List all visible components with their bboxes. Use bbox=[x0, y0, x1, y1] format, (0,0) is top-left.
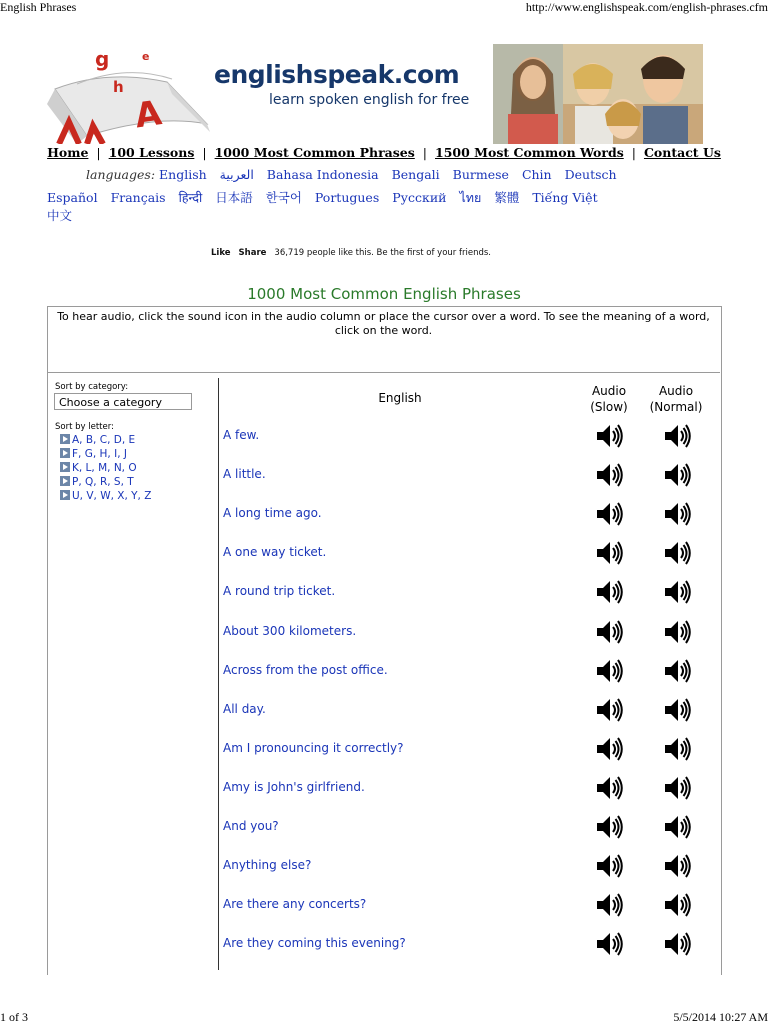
column-header-audio-slow: Audio (Slow) bbox=[590, 384, 628, 414]
lang-chinese-traditional-link[interactable]: 繁體 bbox=[494, 190, 520, 205]
students-photo-icon bbox=[493, 44, 703, 144]
category-select[interactable]: Choose a category bbox=[54, 393, 192, 410]
svg-text:e: e bbox=[142, 50, 150, 63]
column-header-english: English bbox=[378, 391, 422, 405]
lang-russian-link[interactable]: Русский bbox=[392, 190, 447, 205]
nav-1500-words-link[interactable]: 1500 Most Common Words bbox=[435, 145, 624, 160]
arrow-right-icon bbox=[60, 462, 70, 472]
speaker-icon[interactable] bbox=[662, 538, 692, 568]
site-brand: englishspeak.com bbox=[214, 60, 460, 89]
speaker-icon[interactable] bbox=[594, 929, 624, 959]
phrase-link[interactable]: Amy is John's girlfriend. bbox=[223, 779, 365, 794]
nav-contact-link[interactable]: Contact Us bbox=[643, 145, 721, 160]
arrow-right-icon bbox=[60, 476, 70, 486]
site-banner[interactable] bbox=[47, 44, 703, 144]
phrase-link[interactable]: All day. bbox=[223, 701, 266, 716]
page-title: 1000 Most Common English Phrases bbox=[247, 285, 521, 303]
svg-text:g: g bbox=[95, 47, 110, 71]
speaker-icon[interactable] bbox=[662, 460, 692, 490]
nav-1000-phrases-link[interactable]: 1000 Most Common Phrases bbox=[214, 145, 415, 160]
lang-german-link[interactable]: Deutsch bbox=[564, 167, 617, 182]
lang-arabic-link[interactable]: العربية bbox=[219, 167, 254, 182]
languages-label: languages: bbox=[86, 167, 156, 182]
letter-group-u-z[interactable]: U, V, W, X, Y, Z bbox=[60, 489, 151, 503]
speaker-icon[interactable] bbox=[662, 851, 692, 881]
svg-text:A: A bbox=[132, 93, 165, 137]
column-header-audio-normal: Audio (Normal) bbox=[649, 384, 703, 414]
letter-group-k-o[interactable]: K, L, M, N, O bbox=[60, 461, 151, 475]
lang-burmese-link[interactable]: Burmese bbox=[452, 167, 509, 182]
facebook-like-button[interactable]: Like bbox=[211, 248, 231, 258]
print-footer-datetime: 5/5/2014 10:27 AM bbox=[673, 1010, 768, 1024]
lang-korean-link[interactable]: 한국어 bbox=[265, 190, 302, 205]
phrase-link[interactable]: Across from the post office. bbox=[223, 662, 388, 677]
phrase-link[interactable]: A long time ago. bbox=[223, 506, 322, 521]
speaker-icon[interactable] bbox=[594, 499, 624, 529]
lang-spanish-link[interactable]: Español bbox=[47, 190, 98, 205]
speaker-icon[interactable] bbox=[594, 617, 624, 647]
lang-chin-link[interactable]: Chin bbox=[521, 167, 552, 182]
speaker-icon[interactable] bbox=[594, 460, 624, 490]
letter-group-a-e[interactable]: A, B, C, D, E bbox=[60, 433, 151, 447]
sort-category-label: Sort by category: bbox=[55, 382, 129, 392]
speaker-icon[interactable] bbox=[594, 851, 624, 881]
lang-french-link[interactable]: Français bbox=[110, 190, 166, 205]
phrase-link[interactable]: A little. bbox=[223, 467, 266, 482]
speaker-icon[interactable] bbox=[594, 812, 624, 842]
lang-portuguese-link[interactable]: Portugues bbox=[314, 190, 380, 205]
speaker-icon[interactable] bbox=[594, 890, 624, 920]
print-header-url: http://www.englishspeak.com/english-phrases.cfm bbox=[525, 0, 768, 14]
intro-text: To hear audio, click the sound icon in the audio column or place the cursor over a word. To see the meaning of a word, click on the word. bbox=[57, 310, 710, 337]
lang-bengali-link[interactable]: Bengali bbox=[391, 167, 440, 182]
lang-thai-link[interactable]: ไทย bbox=[459, 190, 482, 205]
divider bbox=[48, 372, 720, 373]
phrase-link[interactable]: Are they coming this evening? bbox=[223, 936, 406, 951]
letter-group-list bbox=[60, 433, 151, 503]
main-nav: Home | 100 Lessons | 1000 Most Common Phrases | 1500 Most Common Words | Contact Us bbox=[47, 145, 721, 160]
phrase-link[interactable]: And you? bbox=[223, 819, 279, 833]
print-header-title: English Phrases bbox=[0, 0, 77, 14]
speaker-icon[interactable] bbox=[662, 577, 692, 607]
phrase-link[interactable]: A round trip ticket. bbox=[223, 584, 336, 599]
lang-indonesian-link[interactable]: Bahasa Indonesia bbox=[266, 167, 379, 182]
lang-hindi-link[interactable]: हिन्दी bbox=[178, 190, 203, 205]
nav-100-lessons-link[interactable]: 100 Lessons bbox=[108, 145, 195, 160]
speaker-icon[interactable] bbox=[662, 812, 692, 842]
sidebar-divider bbox=[218, 378, 219, 970]
facebook-like-bar bbox=[211, 248, 491, 258]
speaker-icon[interactable] bbox=[594, 656, 624, 686]
speaker-icon[interactable] bbox=[594, 538, 624, 568]
language-list-row2 bbox=[47, 189, 607, 225]
sort-letter-label: Sort by letter: bbox=[55, 422, 114, 432]
svg-text:h: h bbox=[113, 78, 124, 96]
site-tagline: learn spoken english for free bbox=[269, 92, 470, 108]
letter-group-f-j[interactable]: F, G, H, I, J bbox=[60, 447, 151, 461]
phrase-link[interactable]: Anything else? bbox=[223, 858, 312, 873]
nav-home-link[interactable]: Home bbox=[47, 145, 89, 160]
language-list-row1 bbox=[86, 167, 626, 182]
speaker-icon[interactable] bbox=[662, 656, 692, 686]
facebook-share-button[interactable]: Share bbox=[238, 248, 267, 258]
speaker-icon[interactable] bbox=[662, 773, 692, 803]
arrow-right-icon bbox=[60, 490, 70, 500]
facebook-like-count: 36,719 people like this. Be the first of your friends. bbox=[274, 248, 491, 258]
speaker-icon[interactable] bbox=[662, 695, 692, 725]
speaker-icon[interactable] bbox=[594, 695, 624, 725]
speaker-icon[interactable] bbox=[662, 617, 692, 647]
arrow-right-icon bbox=[60, 434, 70, 444]
lang-vietnamese-link[interactable]: Tiếng Việt bbox=[532, 190, 598, 205]
speaker-icon[interactable] bbox=[662, 734, 692, 764]
phrase-link[interactable]: A one way ticket. bbox=[223, 545, 327, 560]
book-logo-icon bbox=[47, 44, 212, 144]
speaker-icon[interactable] bbox=[594, 421, 624, 451]
speaker-icon[interactable] bbox=[594, 734, 624, 764]
lang-english-link[interactable]: English bbox=[159, 167, 207, 182]
speaker-icon[interactable] bbox=[594, 773, 624, 803]
phrase-link[interactable]: Am I pronouncing it correctly? bbox=[223, 740, 404, 755]
speaker-icon[interactable] bbox=[594, 577, 624, 607]
phrase-link[interactable]: A few. bbox=[223, 428, 260, 442]
lang-chinese-link[interactable]: 中文 bbox=[47, 208, 73, 223]
speaker-icon[interactable] bbox=[662, 421, 692, 451]
letter-group-p-t[interactable]: P, Q, R, S, T bbox=[60, 475, 151, 489]
speaker-icon[interactable] bbox=[662, 890, 692, 920]
lang-japanese-link[interactable]: 日本語 bbox=[215, 190, 253, 205]
phrase-link[interactable]: Are there any concerts? bbox=[223, 897, 367, 912]
speaker-icon[interactable] bbox=[662, 499, 692, 529]
phrase-link[interactable]: About 300 kilometers. bbox=[223, 623, 357, 638]
arrow-right-icon bbox=[60, 448, 70, 458]
speaker-icon[interactable] bbox=[662, 929, 692, 959]
print-footer-page: 1 of 3 bbox=[0, 1010, 28, 1024]
